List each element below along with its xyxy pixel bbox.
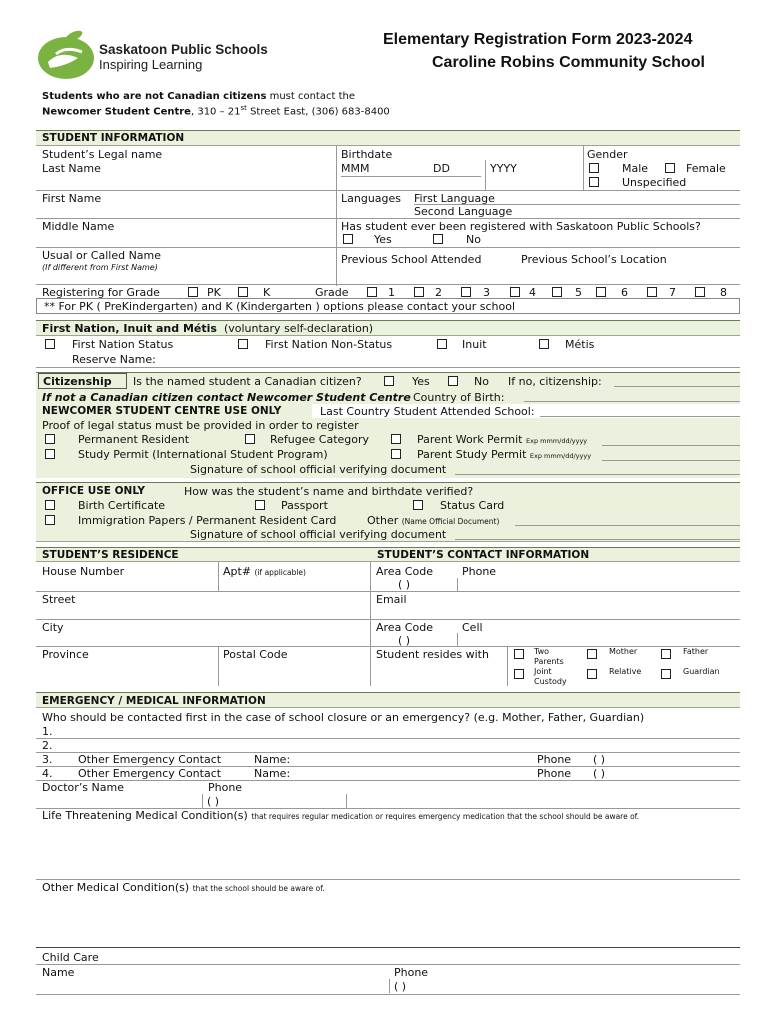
doctor-phone-paren: ( )	[207, 795, 220, 808]
contact-3-number: 3.	[42, 753, 53, 766]
form-title: Elementary Registration Form 2023-2024	[383, 31, 693, 48]
contact-2-number: 2.	[42, 739, 53, 752]
reserve-name-label: Reserve Name:	[72, 353, 156, 366]
guardian-label: Guardian	[683, 667, 720, 676]
k-checkbox[interactable]	[238, 287, 248, 297]
grade-4-checkbox[interactable]	[510, 287, 520, 297]
life-threatening-text: Life Threatening Medical Condition(s)	[42, 809, 248, 822]
not-citizen-note: If not a Canadian citizen contact Newcomer Student Centre	[42, 391, 411, 404]
contact-4-label: Other Emergency Contact	[78, 767, 222, 780]
phone-label: Phone	[462, 565, 497, 578]
citizenship-field[interactable]	[614, 386, 740, 387]
newcomer-signature-field[interactable]	[455, 474, 740, 475]
child-care-phone-label: Phone	[394, 966, 429, 979]
child-care-title: Child Care	[42, 951, 99, 964]
grade-6-checkbox[interactable]	[596, 287, 606, 297]
other-medical-label	[42, 881, 325, 894]
other-doc-field[interactable]	[515, 525, 740, 526]
contact-3-paren: ( )	[593, 753, 606, 766]
pk-label: PK	[207, 286, 221, 299]
org-tagline: Inspiring Learning	[99, 57, 203, 72]
two-parents-label: Two Parents	[534, 647, 564, 666]
child-care-name-label: Name	[42, 966, 75, 979]
parent-work-exp: Exp mmm/dd/yyyy	[525, 437, 588, 445]
life-threatening-label	[42, 809, 639, 822]
contact-3-name-label: Name:	[254, 753, 291, 766]
cell-label: Cell	[462, 621, 483, 634]
metis-label: Métis	[565, 338, 595, 351]
office-signature-label: Signature of school official verifying document	[190, 528, 447, 541]
contact-4-paren: ( )	[593, 767, 606, 780]
dd-label: DD	[433, 162, 450, 175]
cell-area-paren: ( )	[398, 634, 411, 647]
doctor-name-label: Doctor’s Name	[42, 781, 124, 794]
resides-with-label: Student resides with	[376, 648, 489, 661]
last-country-field[interactable]	[540, 416, 740, 417]
immigration-label: Immigration Papers / Permanent Resident Card	[78, 514, 337, 527]
study-permit-label: Study Permit (International Student Program)	[78, 448, 328, 461]
emergency-question: Who should be contacted first in the case of school closure or an emergency? (e.g. Mother, Father, Guardian)	[42, 711, 645, 724]
newcomer-title: NEWCOMER STUDENT CENTRE USE ONLY	[42, 405, 282, 417]
female-label: Female	[686, 162, 726, 175]
joint-custody-label: Joint Custody	[534, 667, 567, 686]
postal-code-label: Postal Code	[223, 648, 288, 661]
first-nation-note: (voluntary self-declaration)	[223, 322, 374, 335]
other-doc-text: Other	[367, 514, 399, 527]
parent-work-checkbox[interactable]	[391, 434, 401, 444]
relative-label: Relative	[609, 667, 642, 676]
citizen-yes-label: Yes	[412, 375, 430, 388]
two-parents-checkbox[interactable]	[514, 649, 524, 659]
study-permit-checkbox[interactable]	[45, 449, 55, 459]
office-signature-field[interactable]	[455, 539, 740, 540]
contact-title: STUDENT’S CONTACT INFORMATION	[377, 549, 590, 561]
office-title: OFFICE USE ONLY	[42, 485, 146, 497]
refugee-label: Refugee Category	[270, 433, 370, 446]
last-name-label: Last Name	[42, 162, 101, 175]
grade-8-checkbox[interactable]	[695, 287, 705, 297]
other-medical-note: that the school should be aware of.	[192, 884, 325, 893]
city-label: City	[42, 621, 64, 634]
notice-line-2	[42, 104, 390, 117]
country-of-birth-label: Country of Birth:	[413, 391, 505, 404]
immigration-checkbox[interactable]	[45, 515, 55, 525]
registered-question: Has student ever been registered with Saskatoon Public Schools?	[341, 220, 701, 233]
pk-note: ** For PK ( PreKindergarten) and K (Kindergarten ) options please contact your school	[44, 300, 516, 313]
relative-checkbox[interactable]	[587, 669, 597, 679]
contact-4-phone-label: Phone	[537, 767, 572, 780]
birth-cert-checkbox[interactable]	[45, 500, 55, 510]
apple-logo-icon	[36, 28, 98, 80]
grade-5-checkbox[interactable]	[552, 287, 562, 297]
street-label: Street	[42, 593, 76, 606]
guardian-checkbox[interactable]	[661, 669, 671, 679]
mother-checkbox[interactable]	[587, 649, 597, 659]
first-nation-title	[42, 322, 373, 335]
gender-label: Gender	[587, 148, 628, 161]
parent-work-label	[417, 433, 587, 446]
metis-checkbox[interactable]	[539, 339, 549, 349]
doctor-phone-label: Phone	[208, 781, 243, 794]
citizenship-title: Citizenship	[43, 375, 112, 388]
previous-school-label: Previous School Attended	[341, 253, 482, 266]
birth-cert-label: Birth Certificate	[78, 499, 166, 512]
area-code-label: Area Code	[376, 565, 433, 578]
yyyy-label: YYYY	[490, 162, 517, 175]
apt-note: (if applicable)	[254, 568, 306, 577]
inuit-label: Inuit	[462, 338, 487, 351]
proof-label: Proof of legal status must be provided in order to register	[42, 419, 359, 432]
contact-4-name-label: Name:	[254, 767, 291, 780]
registered-yes-label: Yes	[374, 233, 392, 246]
grade-8-label: 8	[720, 286, 727, 299]
refugee-checkbox[interactable]	[245, 434, 255, 444]
other-medical-text: Other Medical Condition(s)	[42, 881, 190, 894]
parent-study-checkbox[interactable]	[391, 449, 401, 459]
other-doc-label	[367, 514, 499, 527]
email-label: Email	[376, 593, 407, 606]
legal-name-label: Student’s Legal name	[42, 148, 163, 161]
male-checkbox[interactable]	[589, 163, 599, 173]
notice-line-1	[42, 91, 355, 102]
joint-custody-checkbox[interactable]	[514, 669, 524, 679]
grade-5-label: 5	[575, 286, 582, 299]
parent-study-exp-field[interactable]	[602, 460, 740, 461]
parent-study-exp: Exp mmm/dd/yyyy	[529, 452, 592, 460]
notice-address: , 310 – 21	[190, 106, 241, 118]
female-checkbox[interactable]	[665, 163, 675, 173]
grade-4-label: 4	[529, 286, 536, 299]
unspecified-label: Unspecified	[622, 176, 687, 189]
logo	[36, 28, 98, 80]
parent-study-text: Parent Study Permit	[417, 448, 527, 461]
grade-3-checkbox[interactable]	[461, 287, 471, 297]
other-doc-note: (Name Official Document)	[401, 517, 500, 526]
country-of-birth-field[interactable]	[524, 401, 740, 402]
passport-checkbox[interactable]	[255, 500, 265, 510]
grade-6-label: 6	[621, 286, 628, 299]
emergency-title: EMERGENCY / MEDICAL INFORMATION	[42, 695, 266, 707]
notice-address-end: Street East, (306) 683-8400	[246, 106, 390, 118]
mmm-label: MMM	[341, 162, 370, 175]
passport-label: Passport	[281, 499, 328, 512]
grade-7-checkbox[interactable]	[647, 287, 657, 297]
apt-label	[223, 565, 306, 578]
office-question: How was the student’s name and birthdate verified?	[184, 485, 474, 498]
fn-nonstatus-label: First Nation Non-Status	[265, 338, 393, 351]
residence-title: STUDENT’S RESIDENCE	[42, 549, 179, 561]
fn-status-label: First Nation Status	[72, 338, 174, 351]
school-name: Caroline Robins Community School	[432, 54, 705, 71]
notice-rest: must contact the	[266, 91, 355, 102]
grade-2-label: 2	[435, 286, 442, 299]
middle-name-label: Middle Name	[42, 220, 115, 233]
grade-label: Grade	[315, 286, 349, 299]
status-card-checkbox[interactable]	[413, 500, 423, 510]
k-label: K	[263, 286, 271, 299]
permanent-resident-checkbox[interactable]	[45, 434, 55, 444]
usual-name-label: Usual or Called Name	[42, 249, 162, 262]
father-label: Father	[683, 647, 709, 656]
contact-4-number: 4.	[42, 767, 53, 780]
permanent-resident-label: Permanent Resident	[78, 433, 190, 446]
fn-nonstatus-checkbox[interactable]	[238, 339, 248, 349]
if-no-citizenship-label: If no, citizenship:	[508, 375, 602, 388]
citizen-no-checkbox[interactable]	[448, 376, 458, 386]
area-code-2-label: Area Code	[376, 621, 433, 634]
first-language-label: First Language	[414, 192, 495, 205]
previous-location-label: Previous School’s Location	[521, 253, 667, 266]
org-name: Saskatoon Public Schools	[99, 42, 268, 57]
grade-7-label: 7	[669, 286, 676, 299]
father-checkbox[interactable]	[661, 649, 671, 659]
mother-label: Mother	[609, 647, 638, 656]
registered-no-checkbox[interactable]	[433, 234, 443, 244]
male-label: Male	[622, 162, 649, 175]
contact-1-number: 1.	[42, 725, 53, 738]
first-nation-heading: First Nation, Inuit and Métis	[42, 322, 217, 335]
house-number-label: House Number	[42, 565, 125, 578]
phone-area-paren: ( )	[398, 578, 411, 591]
last-country-label: Last Country Student Attended School:	[320, 405, 535, 418]
fn-status-checkbox[interactable]	[45, 339, 55, 349]
citizen-no-label: No	[474, 375, 489, 388]
grade-2-checkbox[interactable]	[414, 287, 424, 297]
unspecified-checkbox[interactable]	[589, 177, 599, 187]
inuit-checkbox[interactable]	[437, 339, 447, 349]
grade-1-label: 1	[388, 286, 395, 299]
usual-name-note: (If different from First Name)	[42, 263, 158, 272]
registering-grade-label: Registering for Grade	[42, 286, 160, 299]
citizen-question: Is the named student a Canadian citizen?	[133, 375, 362, 388]
child-care-paren: ( )	[394, 980, 407, 993]
registered-yes-checkbox[interactable]	[343, 234, 353, 244]
birthdate-label: Birthdate	[341, 148, 393, 161]
contact-3-label: Other Emergency Contact	[78, 753, 222, 766]
notice-bold: Students who are not Canadian citizens	[42, 91, 267, 102]
life-threatening-note: that requires regular medication or requires emergency medication that the school should be aware of.	[251, 812, 640, 821]
pk-checkbox[interactable]	[188, 287, 198, 297]
languages-label: Languages	[341, 192, 402, 205]
notice-centre: Newcomer Student Centre	[42, 106, 191, 118]
province-label: Province	[42, 648, 89, 661]
notice-sup: st	[240, 104, 247, 112]
citizen-yes-checkbox[interactable]	[384, 376, 394, 386]
contact-3-phone-label: Phone	[537, 753, 572, 766]
parent-work-text: Parent Work Permit	[417, 433, 523, 446]
second-language-label: Second Language	[414, 205, 513, 218]
grade-3-label: 3	[483, 286, 490, 299]
status-card-label: Status Card	[440, 499, 505, 512]
grade-1-checkbox[interactable]	[367, 287, 377, 297]
registered-no-label: No	[466, 233, 481, 246]
parent-study-label	[417, 448, 591, 461]
apt-text: Apt#	[223, 565, 252, 578]
newcomer-signature-label: Signature of school official verifying document	[190, 463, 447, 476]
first-name-label: First Name	[42, 192, 102, 205]
parent-work-exp-field[interactable]	[602, 445, 740, 446]
student-info-title: STUDENT INFORMATION	[42, 132, 185, 144]
